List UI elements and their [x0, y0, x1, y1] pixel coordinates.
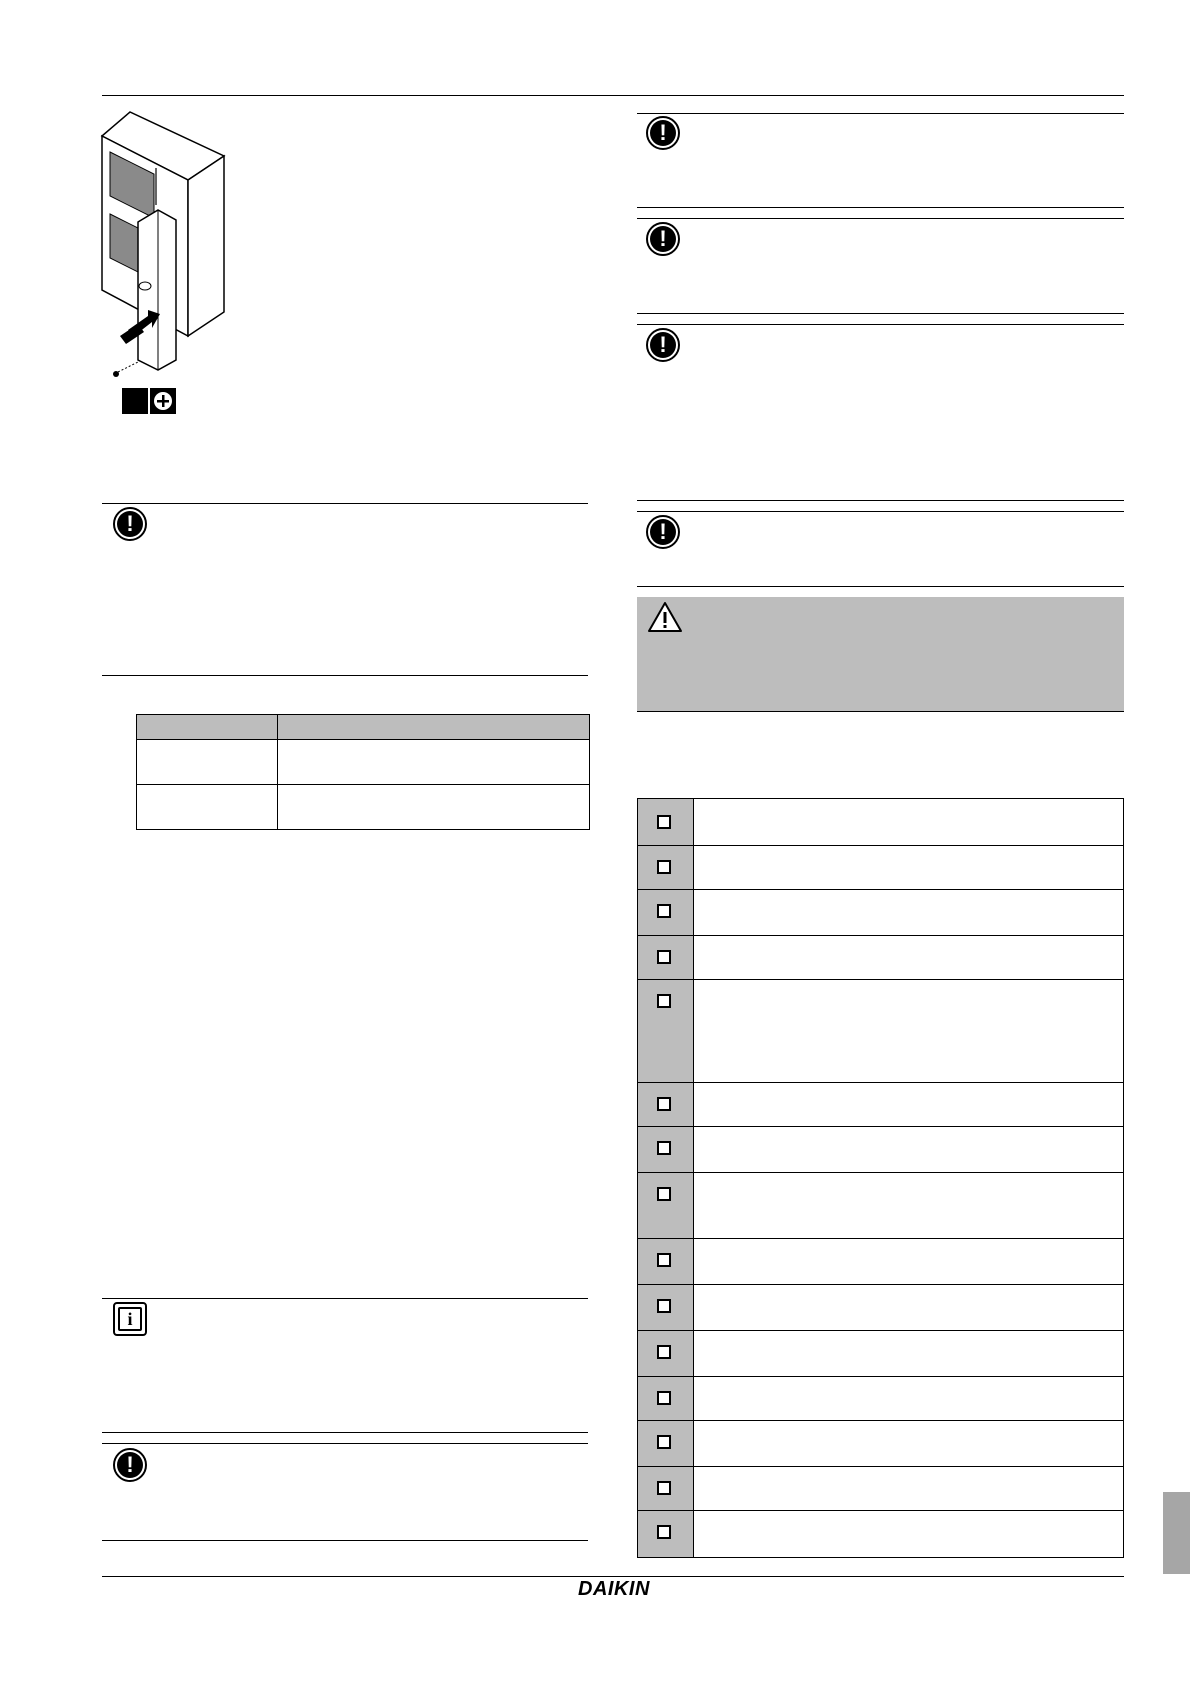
table-cell: [137, 740, 278, 785]
left-note2-bottom-rule: [102, 1540, 588, 1541]
right-note3-bottom-rule: [637, 500, 1124, 501]
checklist-row: [638, 1420, 1123, 1466]
right-note3-top-rule: [637, 324, 1124, 325]
caution-bottom-rule: [637, 711, 1124, 712]
checkbox[interactable]: [657, 1525, 671, 1539]
caution-box: [637, 597, 1124, 711]
notice-exclamation-icon: !: [646, 222, 680, 256]
checkbox[interactable]: [657, 904, 671, 918]
checkbox[interactable]: [657, 1391, 671, 1405]
left-note1-bottom-rule: [102, 675, 588, 676]
checkbox[interactable]: [657, 1345, 671, 1359]
checklist: [637, 798, 1124, 1558]
left-note1-top-rule: [102, 503, 588, 504]
left-info-bottom-rule: [102, 1432, 588, 1433]
checklist-row: [638, 1510, 1123, 1557]
table-header-row: [137, 715, 590, 740]
right-note2-bottom-rule: [637, 313, 1124, 314]
table-header-cell: [137, 715, 278, 740]
right-note1-top-rule: [637, 113, 1124, 114]
checklist-row: [638, 1238, 1123, 1284]
checklist-row: [638, 1082, 1123, 1126]
checkbox[interactable]: [657, 1435, 671, 1449]
checkbox[interactable]: [657, 1097, 671, 1111]
checklist-row: [638, 1466, 1123, 1510]
right-note4-top-rule: [637, 511, 1124, 512]
table-row: [137, 740, 590, 785]
checklist-row: [638, 845, 1123, 889]
right-note4-bottom-rule: [637, 586, 1124, 587]
checkbox[interactable]: [657, 994, 671, 1008]
header-rule: [102, 95, 1124, 96]
checkbox[interactable]: [657, 1141, 671, 1155]
table-cell: [137, 785, 278, 830]
checkbox[interactable]: [657, 815, 671, 829]
checkbox[interactable]: [657, 1481, 671, 1495]
checklist-row: [638, 1376, 1123, 1420]
section-side-tab: [1163, 1492, 1190, 1574]
information-icon: i: [113, 1302, 147, 1336]
table-header-cell: [278, 715, 590, 740]
checklist-row: [638, 799, 1123, 845]
checklist-row: [638, 1284, 1123, 1330]
checkbox[interactable]: [657, 1253, 671, 1267]
checklist-row: [638, 935, 1123, 979]
table-cell: [278, 740, 590, 785]
warning-triangle-icon: [647, 601, 683, 633]
checklist-row: [638, 979, 1123, 1082]
checklist-row: [638, 1172, 1123, 1238]
right-note2-top-rule: [637, 218, 1124, 219]
notice-exclamation-icon: !: [646, 515, 680, 549]
checklist-row: [638, 1126, 1123, 1172]
left-note2-top-rule: [102, 1443, 588, 1444]
notice-exclamation-icon: !: [646, 328, 680, 362]
table-cell: [278, 785, 590, 830]
table-row: [137, 785, 590, 830]
checkbox[interactable]: [657, 1187, 671, 1201]
spec-table: [136, 714, 590, 830]
notice-exclamation-icon: !: [646, 116, 680, 150]
checklist-row: [638, 889, 1123, 935]
notice-exclamation-icon: !: [113, 507, 147, 541]
checkbox[interactable]: [657, 1299, 671, 1313]
checkbox[interactable]: [657, 950, 671, 964]
notice-exclamation-icon: !: [113, 1448, 147, 1482]
left-info-top-rule: [102, 1298, 588, 1299]
unit-panel-illustration: [98, 110, 233, 425]
footer-rule: [102, 1576, 1124, 1577]
right-note1-bottom-rule: [637, 207, 1124, 208]
checkbox[interactable]: [657, 860, 671, 874]
checklist-row: [638, 1330, 1123, 1376]
daikin-logo: DAIKIN: [578, 1578, 650, 1600]
